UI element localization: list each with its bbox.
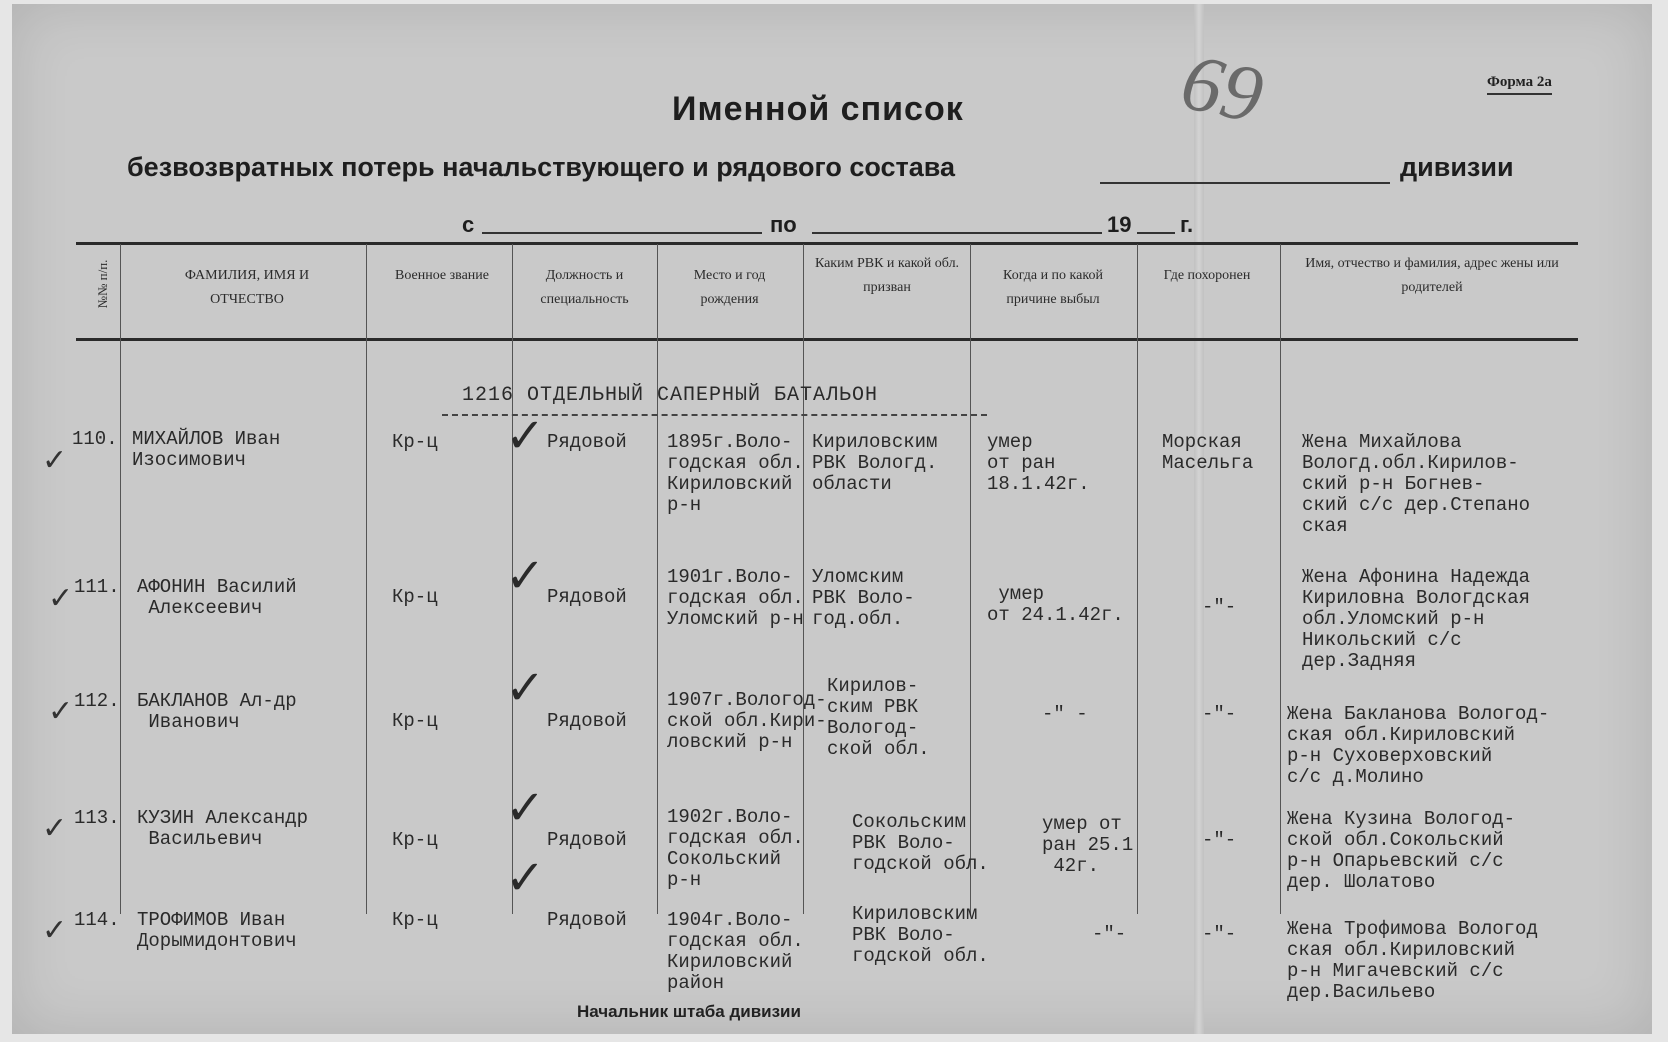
document-subtitle: безвозвратных потерь начальствующего и рядового состава: [127, 152, 956, 182]
row-number: 111.: [74, 576, 120, 598]
date-to-blank: [812, 232, 1102, 234]
document-title: Именной список: [672, 90, 964, 128]
section-heading: 1216 ОТДЕЛЬНЫЙ САПЕРНЫЙ БАТАЛЬОН: [462, 384, 879, 407]
row-number: 112.: [74, 690, 120, 712]
row-relatives: Жена Афонина Надежда Кириловна Вологдская обл.Уломский р-н Никольский с/с дер.Задняя: [1302, 566, 1531, 672]
document-sheet: 69 Форма 2а Именной список безвозвратных потерь начальствующего и рядового состава дивизии с по 19 г. №№ п/п. ФАМИЛИЯ, ИМЯ И ОТЧЕСТВО Военное звание Должность и специальность Место и год рождения Каким РВК и какой обл. призван Когда и по какой причине выбыл Где похоронен Имя, отчество и фамилия, адрес жены или родителей 1216 ОТДЕЛЬНЫЙ САПЕРНЫЙ БАТАЛЬОН ✓ 110. МИХАЙЛОВ Иван Изосимович Кр-ц ✓ Рядовой 1895г.Воло- годская обл. Кириловский р-н Кириловским РВК Вологд. области умер от ран 18.1.42г. Морская Масельга Жена Михайлова Вологд.обл.Кирилов- ский р-н Богнев- ский с/с дер.Степано ская ✓ 111. АФОНИН Василий Алексеевич Кр-ц ✓ Рядовой 1901г.Воло- годская обл. Уломский р-н Уломским РВК Воло- год.обл. умер от 24.1.42г. -"- Жена Афонина Надежда Кириловна Вологдская обл.Уломский р-н Никольский с/с дер.Задняя ✓ 112. БАКЛАНОВ Ал-др Иванович Кр-ц ✓ Рядовой 1907г.Вологод- ской обл.Кири- ловский р-н Кирилов- ским РВК Вологод- ской обл. -" - -"- Жена Бакланова Вологод- ская обл.Кириловский р-н Суховерховский с/с д.Молино ✓ 113. КУЗИН Александр Васильевич Кр-ц ✓ Рядовой 1902г.Воло- годская обл. Сокольский р-н Сокольским РВК Воло- годской обл. умер от ран 25.1 42г. -"- Жена Кузина Вологод- ской обл.Сокольский р-н Опарьевский с/с дер. Шолатово ✓ 114. ТРОФИМОВ Иван Дорымидонтович Кр-ц ✓ Рядовой 1904г.Воло- годская обл. Кириловский район Кириловским РВК Воло- годской обл. -"- -"- Жена Трофимова Вологод ская обл.Кириловский р-н Мигачевский с/с дер.Васильево Начальник штаба дивизии: [12, 4, 1652, 1034]
row-rvk: Уломским РВК Воло- год.обл.: [812, 566, 915, 630]
header-rvk: Каким РВК и какой обл. призван: [814, 256, 960, 295]
row-birth: 1904г.Воло- годская обл. Кириловский район: [667, 909, 804, 994]
check-icon: ✓: [505, 408, 546, 464]
row-birth: 1902г.Воло- годская обл. Сокольский р-н: [667, 806, 804, 891]
header-when: Когда и по какой причине выбыл: [1003, 268, 1103, 307]
row-rvk: Кириловским РВК Вологд. области: [812, 431, 938, 495]
row-buried: -"-: [1202, 829, 1237, 851]
row-when: умер от ран 18.1.42г.: [987, 431, 1090, 495]
check-icon: ✓: [505, 780, 546, 836]
row-when: умер от 24.1.42г.: [987, 583, 1124, 626]
row-relatives: Жена Кузина Вологод- ской обл.Сокольский р-н Опарьевский с/с дер. Шолатово: [1287, 808, 1516, 893]
division-blank-line: [1100, 182, 1390, 184]
row-birth: 1907г.Вологод- ской обл.Кири- ловский р-н: [667, 689, 827, 753]
row-buried: -"-: [1202, 596, 1237, 618]
row-name: АФОНИН Василий Алексеевич: [137, 576, 297, 619]
form-label: Форма 2а: [1487, 74, 1552, 95]
row-name: КУЗИН Александр Васильевич: [137, 807, 309, 850]
footer-signature-label: Начальник штаба дивизии: [577, 1002, 801, 1021]
handwritten-page-number: 69: [1173, 37, 1271, 141]
check-icon: ✓: [505, 850, 546, 906]
row-relatives: Жена Бакланова Вологод- ская обл.Кириловский р-н Суховерховский с/с д.Молино: [1287, 703, 1550, 788]
header-buried: Где похоронен: [1163, 268, 1251, 283]
header-birth: Место и год рождения: [693, 268, 766, 307]
column-divider: [1137, 244, 1138, 914]
row-buried: -"-: [1202, 703, 1237, 725]
row-position: Рядовой: [547, 431, 627, 453]
subtitle-division-word: дивизии: [1400, 152, 1514, 182]
row-relatives: Жена Михайлова Вологд.обл.Кирилов- ский р-н Богнев- ский с/с дер.Степано ская: [1302, 431, 1531, 537]
row-when: умер от ран 25.1 42г.: [1042, 813, 1134, 877]
row-rank: Кр-ц: [392, 710, 438, 732]
row-rank: Кр-ц: [392, 829, 438, 851]
column-divider: [120, 244, 121, 914]
row-buried: Морская Масельга: [1162, 431, 1254, 474]
row-name: ТРОФИМОВ Иван Дорымидонтович: [137, 909, 297, 952]
row-name: МИХАЙЛОВ Иван Изосимович: [132, 428, 281, 471]
table-top-rule: [76, 242, 1578, 245]
row-position: Рядовой: [547, 586, 627, 608]
row-position: Рядовой: [547, 829, 627, 851]
date-to-label: по: [770, 212, 797, 237]
row-rank: Кр-ц: [392, 586, 438, 608]
date-year-prefix: 19: [1107, 212, 1132, 237]
row-rvk: Кирилов- ским РВК Вологод- ской обл.: [827, 675, 930, 760]
header-name: ФАМИЛИЯ, ИМЯ И ОТЧЕСТВО: [184, 268, 310, 307]
check-icon: ✓: [505, 660, 546, 716]
row-birth: 1901г.Воло- годская обл. Уломский р-н: [667, 566, 804, 630]
date-year-suffix: г.: [1180, 212, 1194, 237]
row-relatives: Жена Трофимова Вологод ская обл.Кириловский р-н Мигачевский с/с дер.Васильево: [1287, 918, 1538, 1003]
column-divider: [1280, 244, 1281, 914]
row-when: -" -: [1042, 703, 1088, 725]
row-rvk: Сокольским РВК Воло- годской обл.: [852, 811, 989, 875]
table-header-rule: [76, 338, 1578, 341]
date-from-label: с: [462, 212, 475, 237]
row-number: 113.: [74, 807, 120, 829]
column-divider: [657, 244, 658, 914]
row-position: Рядовой: [547, 710, 627, 732]
check-icon: ✓: [505, 548, 546, 604]
header-rank: Военное звание: [395, 268, 489, 283]
row-when: -"-: [1092, 923, 1127, 945]
row-number: 114.: [74, 909, 120, 931]
header-number: №№ п/п.: [95, 259, 110, 309]
row-rank: Кр-ц: [392, 909, 438, 931]
header-position: Должность и специальность: [540, 268, 629, 307]
row-number: 110.: [72, 428, 118, 450]
row-birth: 1895г.Воло- годская обл. Кириловский р-н: [667, 431, 804, 516]
row-position: Рядовой: [547, 909, 627, 931]
row-name: БАКЛАНОВ Ал-др Иванович: [137, 690, 297, 733]
date-year-blank: [1137, 232, 1175, 234]
row-rank: Кр-ц: [392, 431, 438, 453]
row-buried: -"-: [1202, 923, 1237, 945]
column-divider: [366, 244, 367, 914]
date-from-blank: [482, 232, 762, 234]
page-fold: [1194, 4, 1204, 1034]
row-rvk: Кириловским РВК Воло- годской обл.: [852, 903, 989, 967]
header-relatives: Имя, отчество и фамилия, адрес жены или родителей: [1305, 256, 1559, 295]
